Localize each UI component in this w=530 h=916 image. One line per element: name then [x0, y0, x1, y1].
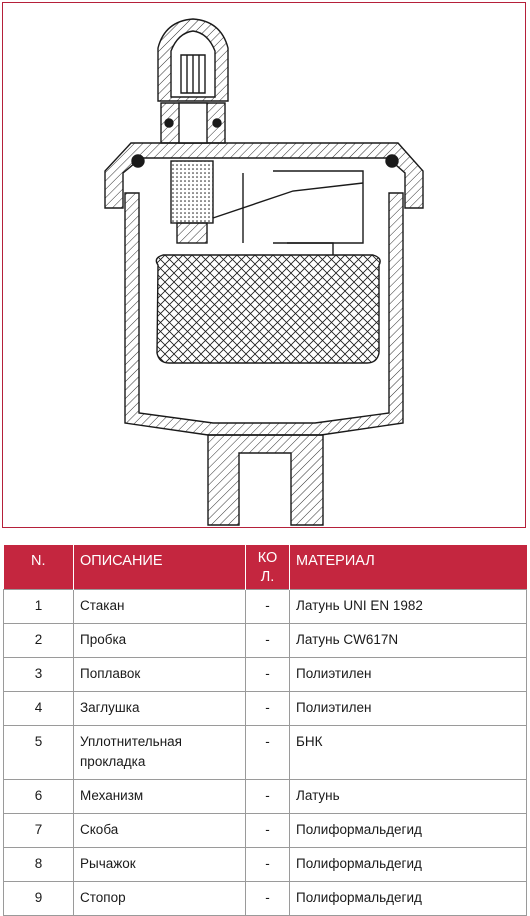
table-header-row	[4, 545, 527, 589]
row-description: Механизм	[74, 779, 246, 813]
row-material: Полиформальдегид	[290, 847, 527, 881]
row-number: 8	[4, 847, 74, 881]
row-description: Рычажок	[74, 847, 246, 881]
row-quantity: -	[246, 691, 290, 725]
table-row	[4, 623, 527, 657]
row-description: Уплотнительная прокладка	[74, 725, 246, 779]
technical-drawing-frame	[2, 2, 526, 528]
table-row	[4, 779, 527, 813]
table-row	[4, 657, 527, 691]
table-row	[4, 725, 527, 779]
row-quantity: -	[246, 657, 290, 691]
parts-table	[3, 545, 527, 916]
table-row	[4, 813, 527, 847]
row-quantity: -	[246, 725, 290, 779]
row-number: 2	[4, 623, 74, 657]
row-material: Латунь CW617N	[290, 623, 527, 657]
row-quantity: -	[246, 813, 290, 847]
header-quantity-line2: Л.	[260, 569, 275, 585]
row-description: Заглушка	[74, 691, 246, 725]
row-number: 3	[4, 657, 74, 691]
row-quantity: -	[246, 847, 290, 881]
row-material: Полиформальдегид	[290, 813, 527, 847]
row-description: Поплавок	[74, 657, 246, 691]
row-material: Полиэтилен	[290, 691, 527, 725]
row-material: Латунь UNI EN 1982	[290, 589, 527, 623]
row-description: Стопор	[74, 881, 246, 915]
row-material: Полиформальдегид	[290, 881, 527, 915]
row-number: 5	[4, 725, 74, 779]
row-description: Стакан	[74, 589, 246, 623]
row-description: Пробка	[74, 623, 246, 657]
row-number: 7	[4, 813, 74, 847]
header-description: ОПИСАНИЕ	[74, 545, 246, 589]
header-quantity	[246, 545, 290, 589]
table-row	[4, 589, 527, 623]
cross-section-drawing	[3, 3, 525, 527]
row-quantity: -	[246, 623, 290, 657]
header-material: МАТЕРИАЛ	[290, 545, 527, 589]
row-quantity: -	[246, 589, 290, 623]
row-material: БНК	[290, 725, 527, 779]
header-number: N.	[4, 545, 74, 589]
row-number: 6	[4, 779, 74, 813]
table-row	[4, 847, 527, 881]
row-material: Латунь	[290, 779, 527, 813]
row-number: 9	[4, 881, 74, 915]
row-number: 1	[4, 589, 74, 623]
row-material: Полиэтилен	[290, 657, 527, 691]
table-row	[4, 881, 527, 915]
row-quantity: -	[246, 779, 290, 813]
row-number: 4	[4, 691, 74, 725]
header-quantity-line1: КО	[257, 550, 278, 566]
row-quantity: -	[246, 881, 290, 915]
row-description: Скоба	[74, 813, 246, 847]
table-row	[4, 691, 527, 725]
